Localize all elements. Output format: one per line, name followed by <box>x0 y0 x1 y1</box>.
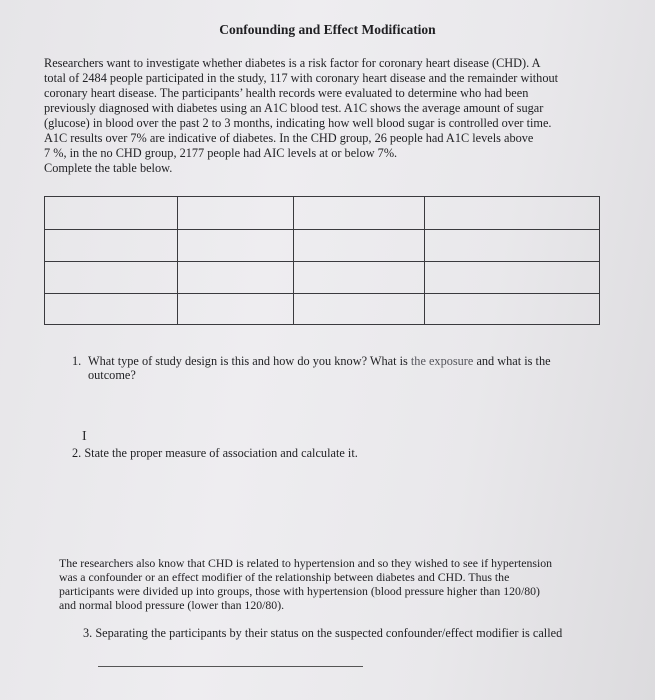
hypertension-paragraph <box>59 556 614 612</box>
table-cell <box>45 230 178 262</box>
intro-line: (glucose) in blood over the past 2 to 3 months, indicating how well blood sugar is controlled over time. <box>44 116 552 130</box>
table-cell <box>177 294 293 325</box>
question-text: outcome? <box>88 368 136 382</box>
intro-line: Researchers want to investigate whether diabetes is a risk factor for coronary heart disease (CHD). A <box>44 56 541 70</box>
intro-line: total of 2484 people participated in the study, 117 with coronary heart disease and the remainder without <box>44 71 559 85</box>
table-cell <box>177 262 293 294</box>
question-text: and what is the <box>473 354 551 368</box>
table-cell <box>45 197 178 230</box>
intro-paragraph <box>44 56 628 176</box>
table-cell <box>45 294 178 325</box>
table-cell <box>293 262 425 294</box>
intro-line: 7 %, in the no CHD group, 2177 people had AIC levels at or below 7%. <box>44 146 398 160</box>
table-cell <box>45 262 178 294</box>
question-text: State the proper measure of association and calculate it. <box>84 446 358 460</box>
table-cell <box>425 230 600 262</box>
question-2 <box>72 446 572 460</box>
question-number: 2. <box>72 446 82 460</box>
question-3 <box>83 626 623 640</box>
table-cell <box>293 294 425 325</box>
table-cell <box>425 262 600 294</box>
paragraph-line: and normal blood pressure (lower than 120/80). <box>59 598 285 612</box>
table-cell <box>425 197 600 230</box>
answer-blank-line <box>98 666 363 667</box>
table-cell <box>177 197 293 230</box>
paragraph-line: participants were divided up into groups, those with hypertension (blood pressure higher than 120/80) <box>59 584 540 598</box>
text-cursor-icon: I <box>82 429 87 444</box>
table-cell <box>177 230 293 262</box>
blank-2x2-table <box>44 196 600 325</box>
question-text: What type of study design is this and how do you know? What is <box>88 354 411 368</box>
paragraph-line: was a confounder or an effect modifier of the relationship between diabetes and CHD. Thus the <box>59 570 510 584</box>
question-1 <box>72 354 617 382</box>
paragraph-line: The researchers also know that CHD is related to hypertension and so they wished to see if hypertension <box>59 556 553 570</box>
intro-line: previously diagnosed with diabetes using an A1C blood test. A1C shows the average amount of sugar <box>44 101 544 115</box>
table-cell <box>293 197 425 230</box>
page-title: Confounding and Effect Modification <box>219 22 436 37</box>
question-text: Separating the participants by their status on the suspected confounder/effect modifier is called <box>95 626 563 640</box>
intro-line: A1C results over 7% are indicative of diabetes. In the CHD group, 26 people had A1C levels above <box>44 131 534 145</box>
intro-line: coronary heart disease. The participants’ health records were evaluated to determine who had been <box>44 86 529 100</box>
question-number: 1. <box>72 354 82 368</box>
table-cell <box>293 230 425 262</box>
table-cell <box>425 294 600 325</box>
question-number: 3. <box>83 626 93 640</box>
question-text: the exposure <box>410 354 474 368</box>
intro-line: Complete the table below. <box>44 161 173 175</box>
